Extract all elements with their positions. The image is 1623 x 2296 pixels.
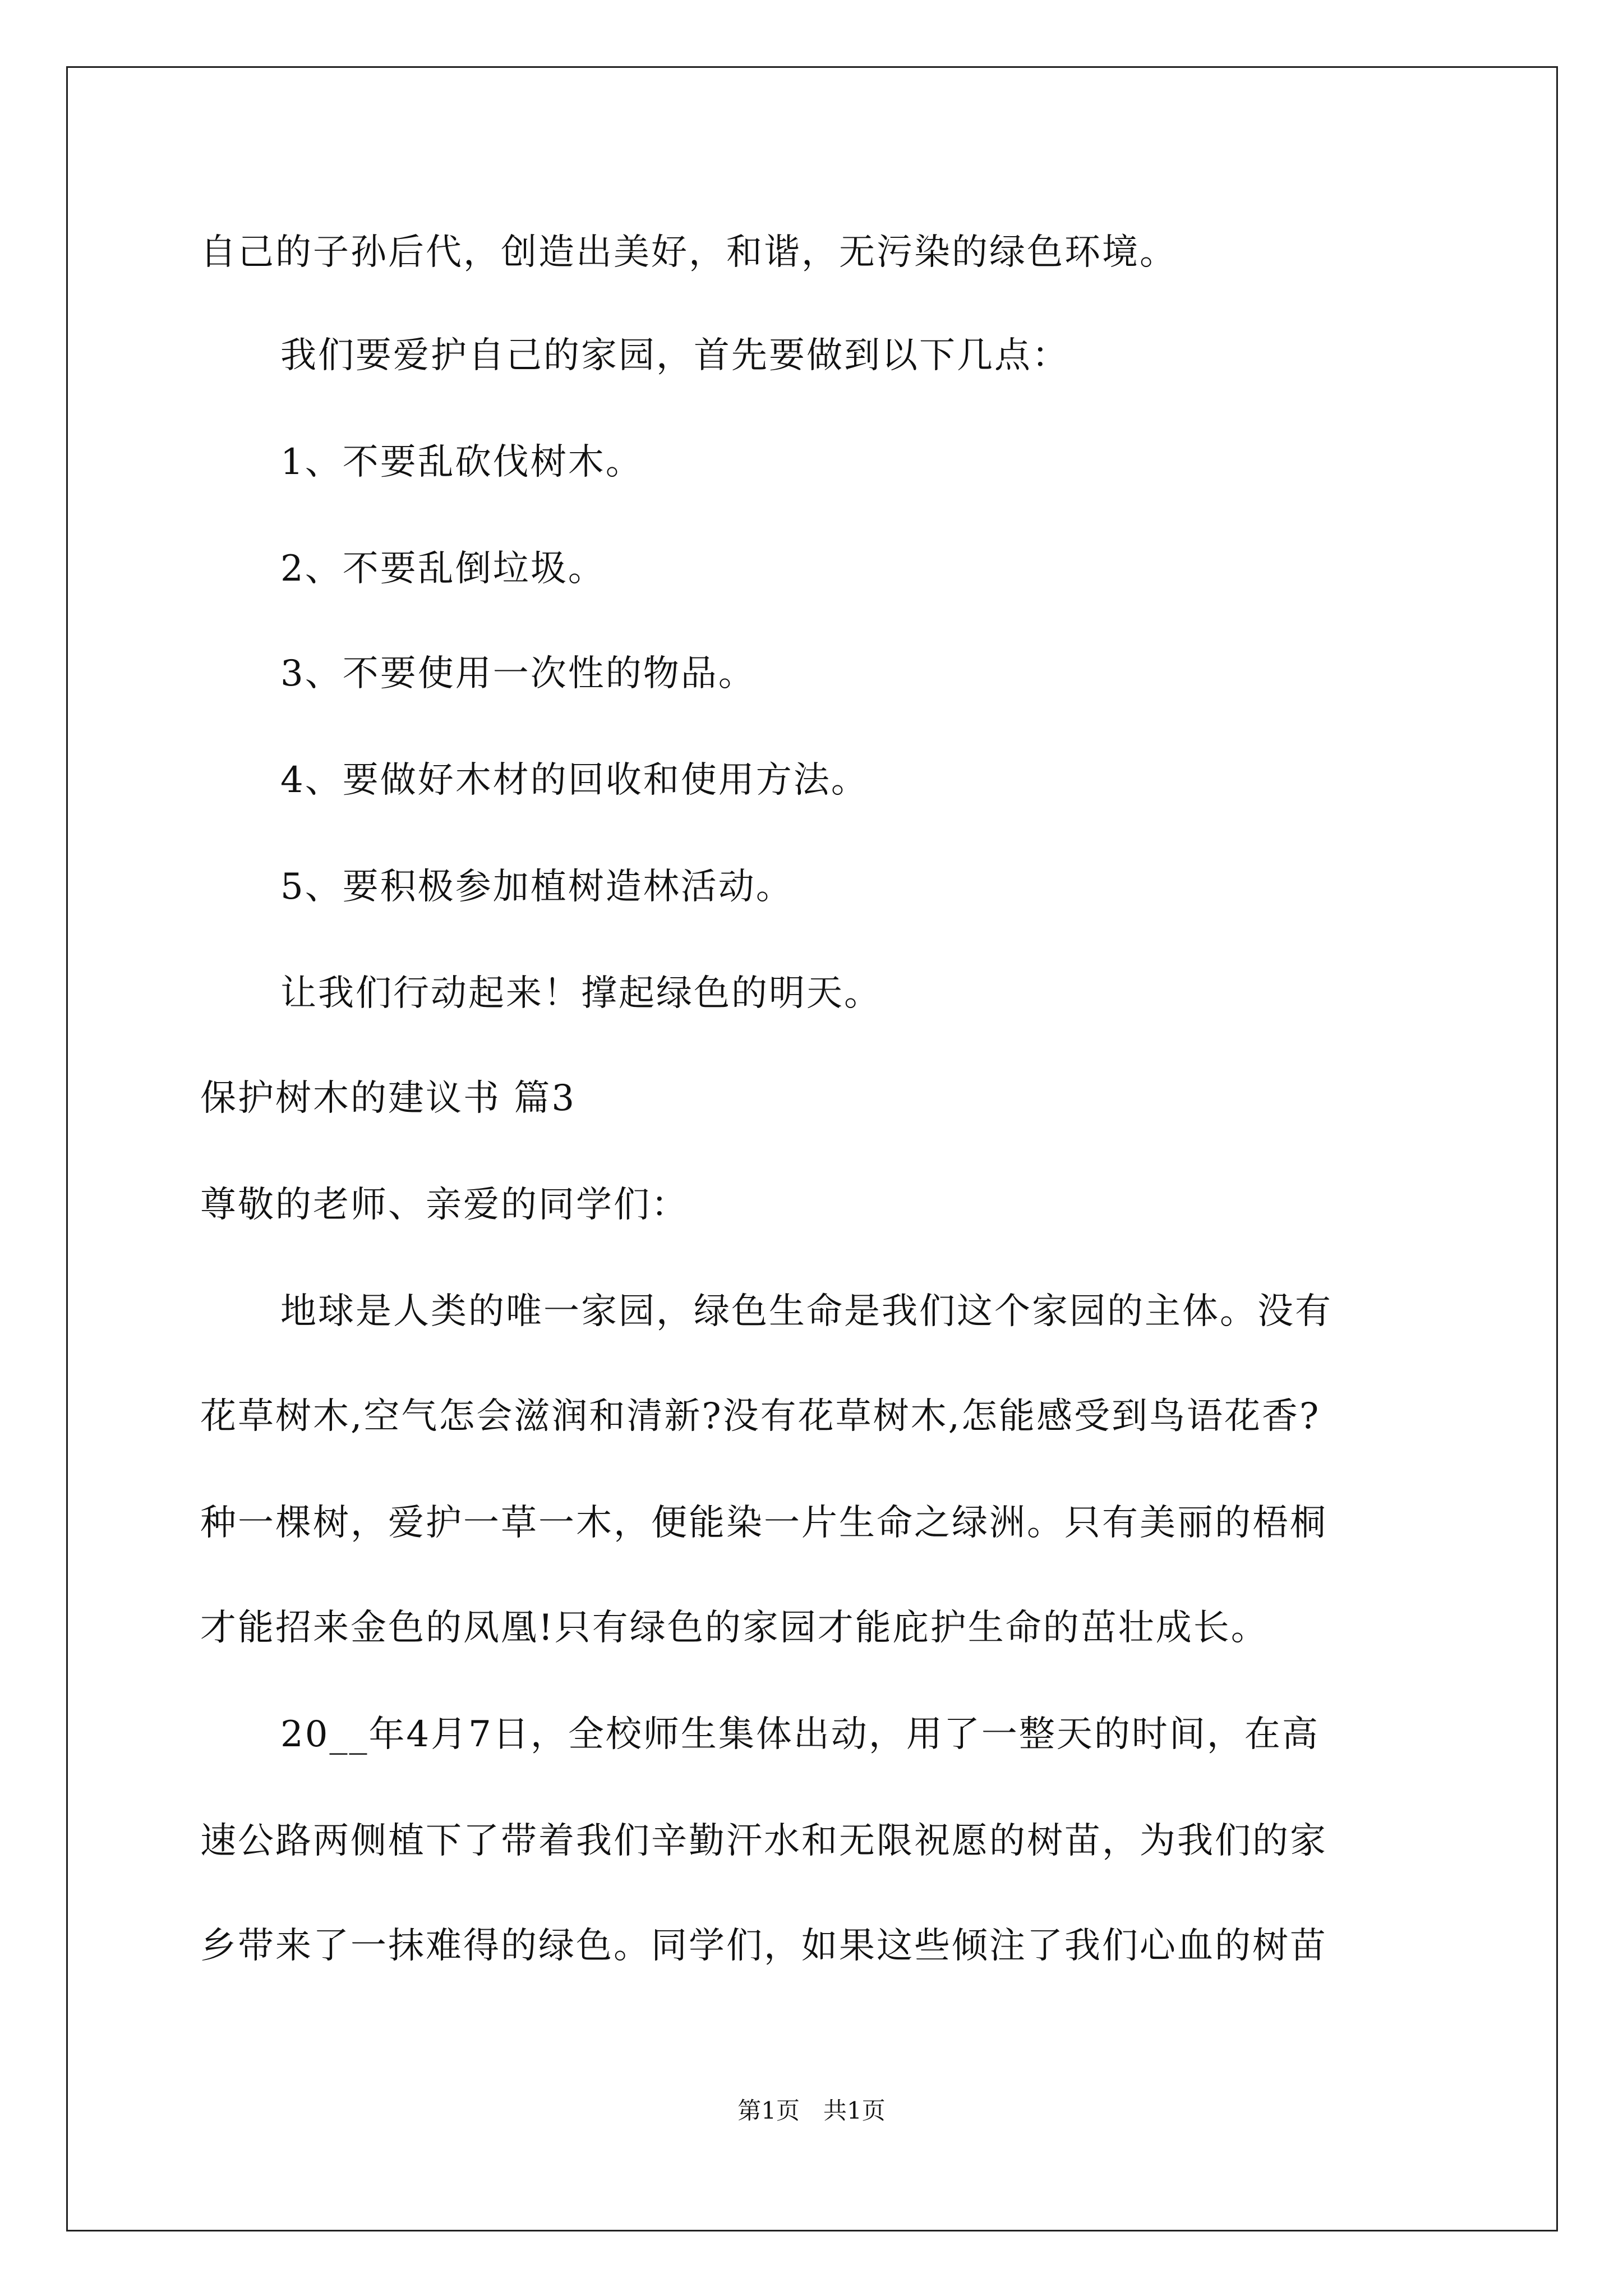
list-item: 5、要积极参加植树造林活动。 — [280, 866, 794, 908]
text-line: 地球是人类的唯一家园，绿色生命是我们这个家园的主体。没有 — [280, 1291, 1332, 1332]
text-line: 乡带来了一抹难得的绿色。同学们，如果这些倾注了我们心血的树苗 — [200, 1925, 1327, 1967]
text-line: 才能招来金色的凤凰!只有绿色的家园才能庇护生命的茁壮成长。 — [200, 1607, 1269, 1649]
salutation: 尊敬的老师、亲爱的同学们： — [200, 1184, 689, 1226]
text-line: 速公路两侧植下了带着我们辛勤汗水和无限祝愿的树苗，为我们的家 — [200, 1820, 1327, 1862]
list-item: 4、要做好木材的回收和使用方法。 — [280, 760, 869, 801]
text-line: 20__年4月7日，全校师生集体出动，用了一整天的时间，在高 — [280, 1714, 1320, 1755]
text-line: 种一棵树，爱护一草一木，便能染一片生命之绿洲。只有美丽的梧桐 — [200, 1502, 1327, 1544]
text-line: 花草树木,空气怎会滋润和清新?没有花草树木,怎能感受到鸟语花香? — [200, 1396, 1321, 1437]
list-item: 2、不要乱倒垃圾。 — [280, 548, 606, 590]
text-line: 让我们行动起来！撑起绿色的明天。 — [280, 973, 882, 1014]
list-item: 1、不要乱砍伐树木。 — [280, 441, 643, 483]
page-footer: 第1页 共1页 — [737, 2097, 886, 2124]
text-line: 我们要爱护自己的家园，首先要做到以下几点： — [280, 335, 1069, 376]
text-line: 自己的子孙后代，创造出美好，和谐，无污染的绿色环境。 — [200, 232, 1177, 273]
page-border — [66, 66, 1558, 2231]
list-item: 3、不要使用一次性的物品。 — [280, 653, 756, 694]
section-heading: 保护树木的建议书 篇3 — [200, 1078, 577, 1119]
